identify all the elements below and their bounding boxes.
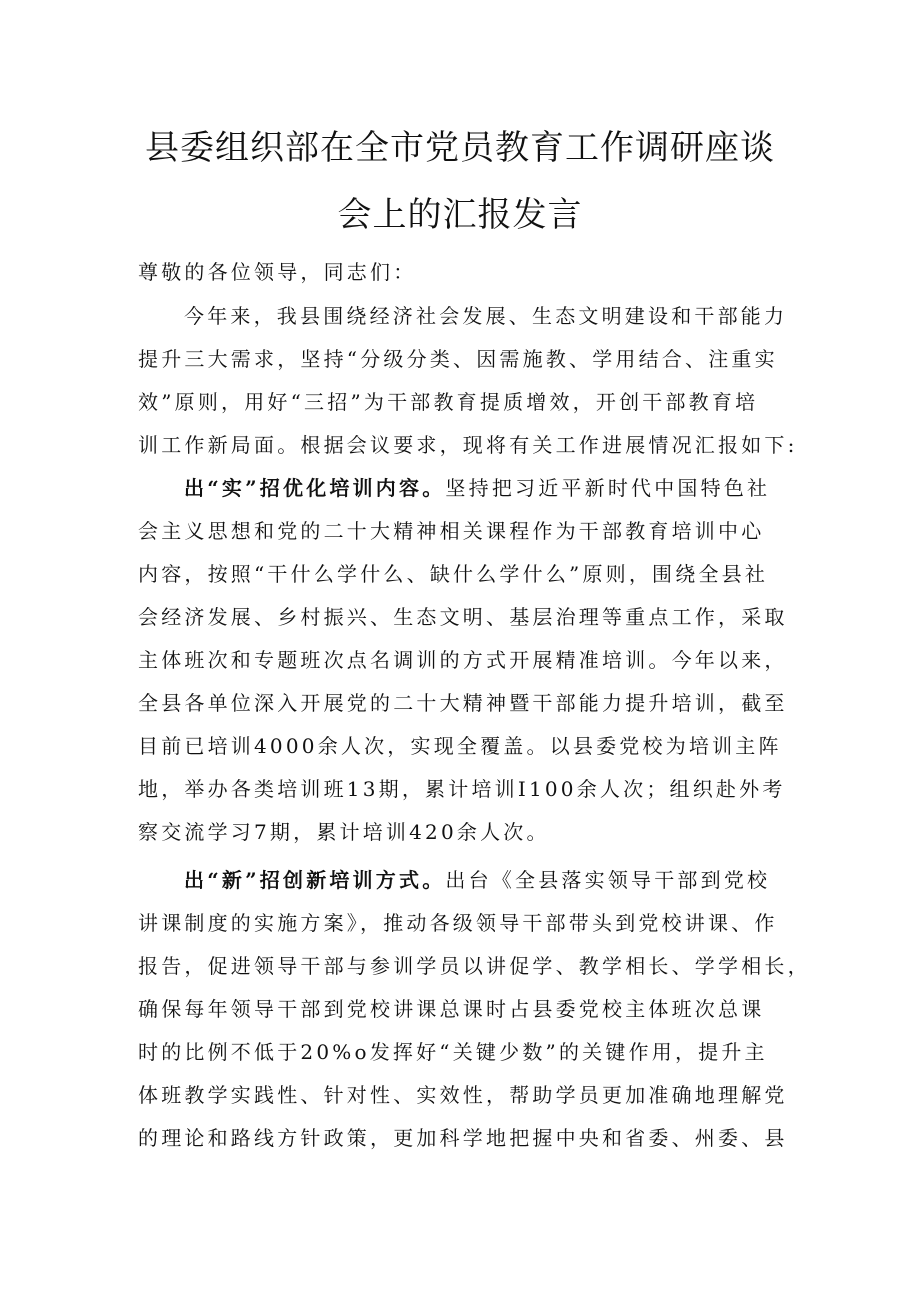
section2-first-line-rest: 出台《全县落实领导干部到党校 <box>445 868 771 892</box>
section2-line: 的理论和路线方针政策，更加科学地把握中央和省委、州委、县 <box>138 1126 788 1150</box>
intro-line: 今年来，我县围绕经济社会发展、生态文明建设和干部能力 <box>184 304 788 328</box>
section1-line: 内容，按照“干什么学什么、缺什么学什么”原则，围绕全县社 <box>138 562 769 586</box>
section2-heading: 出“新”招创新培训方式。 <box>184 868 446 892</box>
section2-line: 体班教学实践性、针对性、实效性，帮助学员更加准确地理解党 <box>138 1083 788 1107</box>
section2-line: 讲课制度的实施方案》，推动各级领导干部带头到党校讲课、作 <box>138 911 778 935</box>
section1-line: 会主义思想和党的二十大精神相关课程作为干部教育培训中心 <box>138 519 765 543</box>
section1-line: 察交流学习7期，累计培训420余人次。 <box>138 820 550 844</box>
section1-line: 目前已培训4000余人次，实现全覆盖。以县委党校为培训主阵 <box>138 734 782 758</box>
section1-first-line-rest: 坚持把习近平新时代中国特色社 <box>445 476 771 500</box>
section2-line: 时的比例不低于20%o发挥好“关键少数”的关键作用，提升主 <box>138 1040 768 1064</box>
intro-line: 提升三大需求，坚持“分级分类、因需施教、学用结合、注重实 <box>138 347 778 371</box>
section2-line: 确保每年领导干部到党校讲课总课时占县委党校主体班次总课 <box>138 997 765 1021</box>
section1-heading: 出“实”招优化培训内容。 <box>184 476 446 500</box>
section1-first-line <box>184 474 770 502</box>
intro-line: 训工作新局面。根据会议要求，现将有关工作进展情况汇报如下: <box>138 433 798 457</box>
section1-line: 主体班次和专题班次点名调训的方式开展精准培训。今年以来， <box>138 648 788 672</box>
section2-first-line <box>184 866 770 894</box>
document-title-line-2: 会上的汇报发言 <box>337 195 583 235</box>
section2-line: 报告，促进领导干部与参训学员以讲促学、教学相长、学学相长， <box>138 954 811 978</box>
section1-line: 会经济发展、乡村振兴、生态文明、基层治理等重点工作，采取 <box>138 605 788 629</box>
section1-line: 地，举办各类培训班13期，累计培训I100余人次；组织赴外考 <box>138 777 786 801</box>
salutation: 尊敬的各位领导，同志们： <box>138 260 417 284</box>
document-title-line-1: 县委组织部在全市党员教育工作调研座谈 <box>145 128 775 168</box>
section1-line: 全县各单位深入开展党的二十大精神暨干部能力提升培训，截至 <box>138 691 788 715</box>
intro-line: 效”原则，用好“三招”为干部教育提质增效，开创干部教育培 <box>138 390 759 414</box>
